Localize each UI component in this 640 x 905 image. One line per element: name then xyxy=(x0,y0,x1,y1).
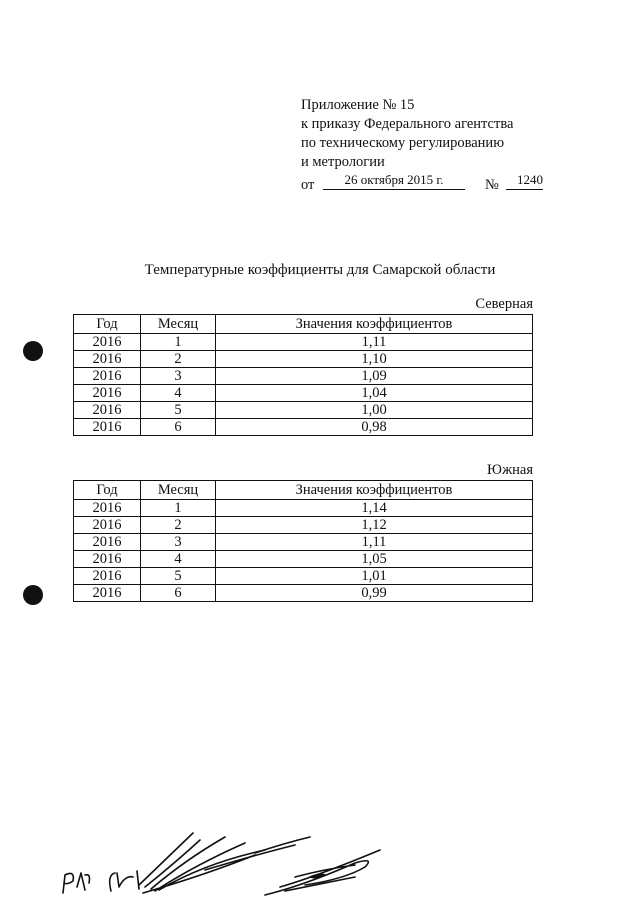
cell-year: 2016 xyxy=(74,517,141,534)
header-coefficient: Значения коэффициентов xyxy=(216,315,533,334)
cell-coefficient: 1,11 xyxy=(216,534,533,551)
cell-year: 2016 xyxy=(74,500,141,517)
cell-month: 6 xyxy=(141,585,216,602)
table-row xyxy=(74,419,533,436)
table-row xyxy=(74,585,533,602)
cell-month: 5 xyxy=(141,402,216,419)
cell-year: 2016 xyxy=(74,351,141,368)
cell-month: 6 xyxy=(141,419,216,436)
table-row xyxy=(74,351,533,368)
table-header-row xyxy=(74,481,533,500)
cell-year: 2016 xyxy=(74,551,141,568)
cell-coefficient: 1,11 xyxy=(216,334,533,351)
cell-month: 3 xyxy=(141,368,216,385)
cell-month: 3 xyxy=(141,534,216,551)
appendix-line: по техническому регулированию xyxy=(301,135,505,151)
cell-month: 4 xyxy=(141,385,216,402)
table-row xyxy=(74,551,533,568)
cell-year: 2016 xyxy=(74,585,141,602)
cell-year: 2016 xyxy=(74,534,141,551)
appendix-line: Приложение № 15 xyxy=(301,97,415,113)
table-header-row xyxy=(74,315,533,334)
table-row xyxy=(74,368,533,385)
table-row xyxy=(74,534,533,551)
cell-year: 2016 xyxy=(74,419,141,436)
order-date-label: от xyxy=(301,177,315,193)
cell-coefficient: 1,04 xyxy=(216,385,533,402)
region-label-north: Северная xyxy=(475,296,533,312)
cell-coefficient: 1,12 xyxy=(216,517,533,534)
cell-month: 1 xyxy=(141,334,216,351)
cell-coefficient: 1,00 xyxy=(216,402,533,419)
header-month: Месяц xyxy=(141,315,216,334)
cell-month: 2 xyxy=(141,517,216,534)
coefficients-table-north xyxy=(73,314,533,436)
table-row xyxy=(74,500,533,517)
cell-coefficient: 0,98 xyxy=(216,419,533,436)
table-row xyxy=(74,568,533,585)
header-year: Год xyxy=(74,315,141,334)
appendix-header xyxy=(301,96,551,194)
cell-year: 2016 xyxy=(74,402,141,419)
cell-month: 1 xyxy=(141,500,216,517)
cell-coefficient: 1,05 xyxy=(216,551,533,568)
appendix-line: и метрологии xyxy=(301,154,385,170)
table-row xyxy=(74,402,533,419)
order-date-number-line xyxy=(301,172,551,194)
order-number: 1240 xyxy=(506,170,543,190)
table-row xyxy=(74,517,533,534)
cell-month: 4 xyxy=(141,551,216,568)
header-month: Месяц xyxy=(141,481,216,500)
table-row xyxy=(74,385,533,402)
punch-hole-mark xyxy=(23,585,43,605)
coefficients-table-south xyxy=(73,480,533,602)
cell-coefficient: 0,99 xyxy=(216,585,533,602)
punch-hole-mark xyxy=(23,341,43,361)
cell-coefficient: 1,10 xyxy=(216,351,533,368)
cell-month: 2 xyxy=(141,351,216,368)
cell-coefficient: 1,09 xyxy=(216,368,533,385)
order-date: 26 октября 2015 г. xyxy=(323,170,465,190)
region-label-south: Южная xyxy=(487,462,533,478)
order-number-label: № xyxy=(485,177,499,193)
cell-month: 5 xyxy=(141,568,216,585)
cell-year: 2016 xyxy=(74,334,141,351)
cell-year: 2016 xyxy=(74,568,141,585)
document-title: Температурные коэффициенты для Самарской области xyxy=(144,262,496,278)
header-coefficient: Значения коэффициентов xyxy=(216,481,533,500)
cell-year: 2016 xyxy=(74,368,141,385)
appendix-line: к приказу Федерального агентства xyxy=(301,116,514,132)
cell-coefficient: 1,01 xyxy=(216,568,533,585)
cell-coefficient: 1,14 xyxy=(216,500,533,517)
header-year: Год xyxy=(74,481,141,500)
handwritten-signature xyxy=(55,815,395,900)
table-row xyxy=(74,334,533,351)
cell-year: 2016 xyxy=(74,385,141,402)
